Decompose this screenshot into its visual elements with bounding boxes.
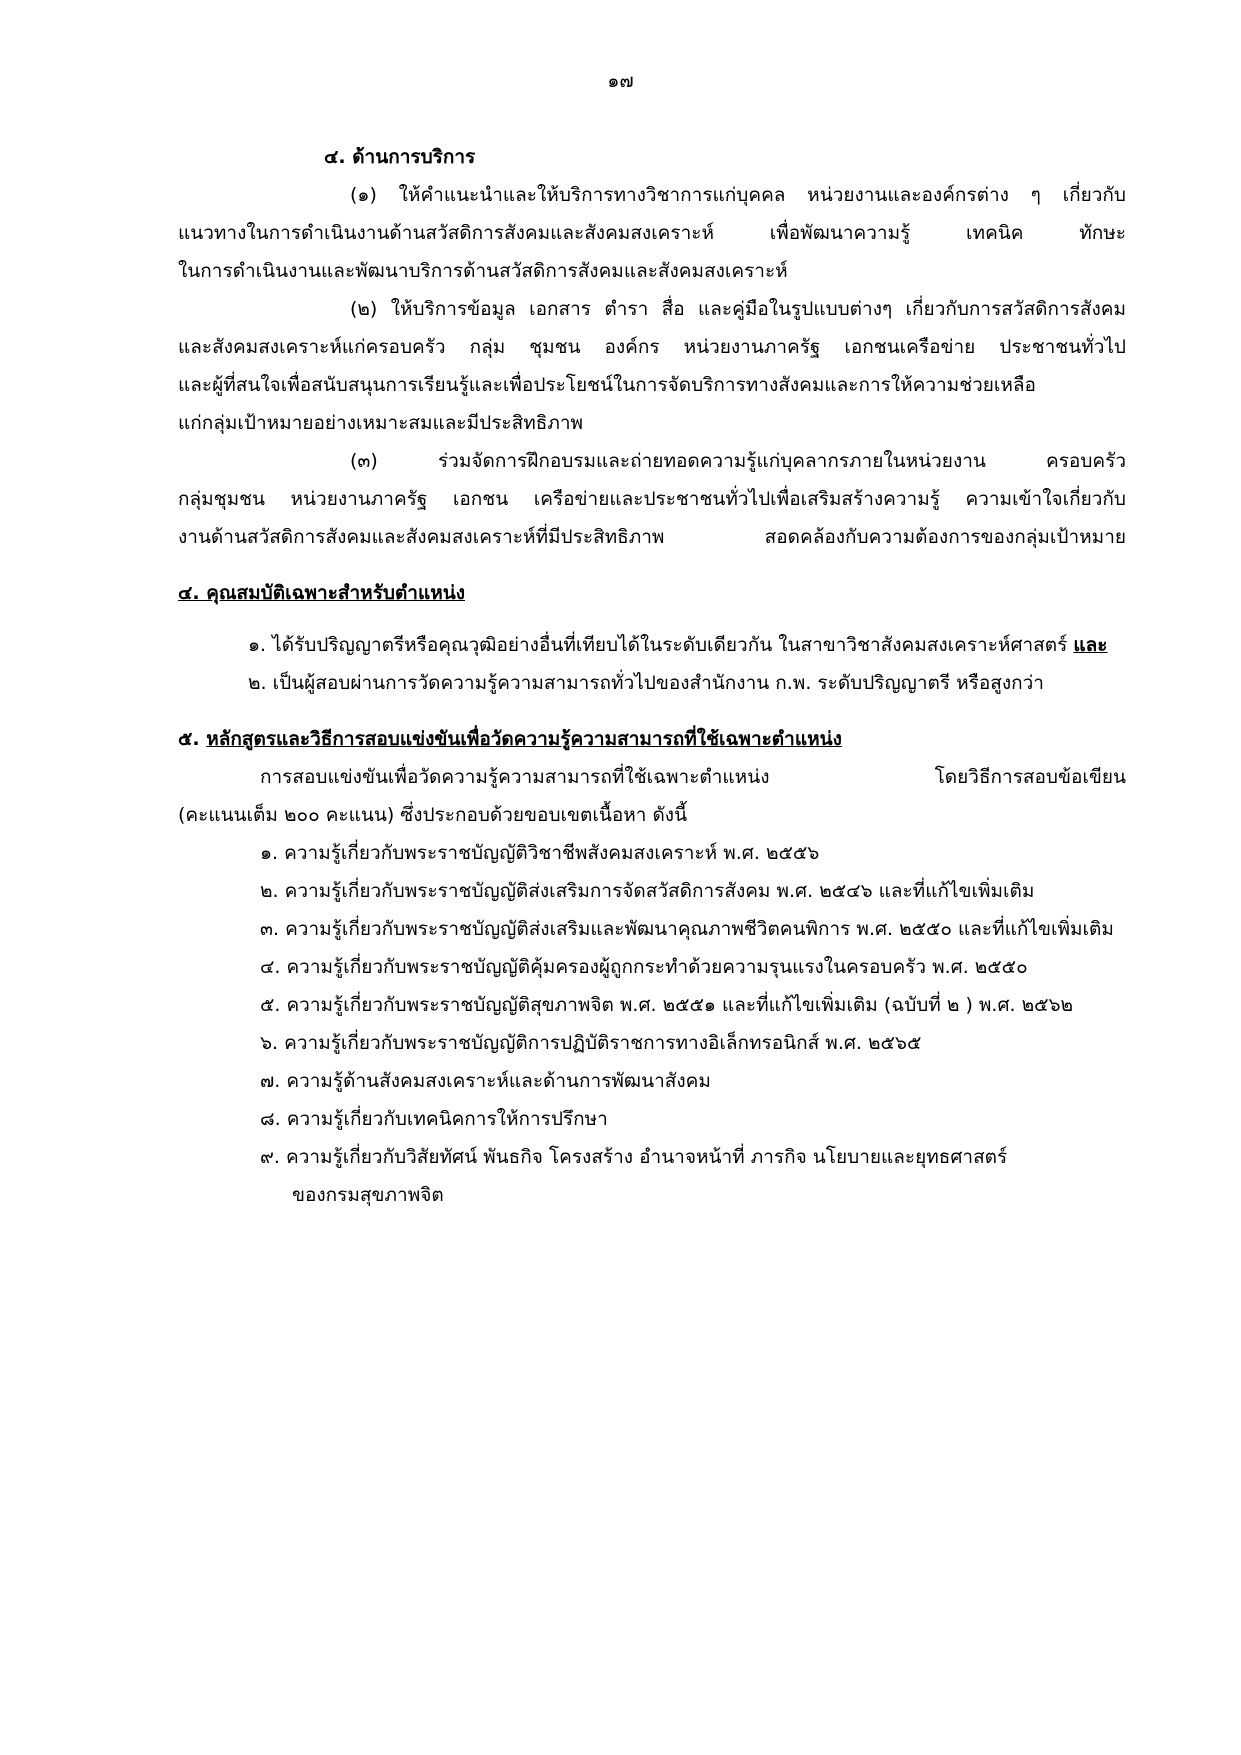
qualification-item-1 xyxy=(178,626,1126,664)
paragraph-line: และสังคมสงเคราะห์แก่ครอบครัว กลุ่ม ชุมชน องค์กร หน่วยงานภาครัฐ เอกชนเครือข่าย ประชาชนทั่วไป xyxy=(178,336,1126,358)
list-item: ๖. ความรู้เกี่ยวกับพระราชบัญญัติการปฏิบัติราชการทางอิเล็กทรอนิกส์ พ.ศ. ๒๕๖๕ xyxy=(260,1032,922,1054)
qualification-item-1-and: และ xyxy=(1073,634,1108,656)
curriculum-intro-line-2: (คะแนนเต็ม ๒๐๐ คะแนน) ซึ่งประกอบด้วยขอบเขตเนื้อหา ดังนี้ xyxy=(178,804,688,826)
list-item: ๕. ความรู้เกี่ยวกับพระราชบัญญัติสุขภาพจิต พ.ศ. ๒๕๕๑ และที่แก้ไขเพิ่มเติม (ฉบับที่ ๒ ) พ.ศ. ๒๕๖๒ xyxy=(260,994,1074,1016)
paragraph-line: แก่กลุ่มเป้าหมายอย่างเหมาะสมและมีประสิทธิภาพ xyxy=(178,412,584,434)
service-heading: ๔. ด้านการบริการ xyxy=(324,146,476,168)
list-item: ๗. ความรู้ด้านสังคมสงเคราะห์และด้านการพัฒนาสังคม xyxy=(260,1070,711,1092)
paragraph-line: งานด้านสวัสดิการสังคมและสังคมสงเคราะห์ที่มีประสิทธิภาพ สอดคล้องกับความต้องการของกลุ่มเป้าหมาย xyxy=(178,526,1126,548)
paragraph-line: กลุ่มชุมชน หน่วยงานภาครัฐ เอกชน เครือข่ายและประชาชนทั่วไปเพื่อเสริมสร้างความรู้ ความเข้าใจเกี่ยวกับ xyxy=(178,488,1126,510)
list-item: ๔. ความรู้เกี่ยวกับพระราชบัญญัติคุ้มครองผู้ถูกกระทำด้วยความรุนแรงในครอบครัว พ.ศ. ๒๕๕๐ xyxy=(260,956,1028,978)
list-item: ๙. ความรู้เกี่ยวกับวิสัยทัศน์ พันธกิจ โครงสร้าง อำนาจหน้าที่ ภารกิจ นโยบายและยุทธศาสตร์ xyxy=(260,1146,1008,1168)
qualification-item-2: ๒. เป็นผู้สอบผ่านการวัดความรู้ความสามารถทั่วไปของสำนักงาน ก.พ. ระดับปริญญาตรี หรือสูงกว่า xyxy=(248,672,1044,694)
paragraph-line: และผู้ที่สนใจเพื่อสนับสนุนการเรียนรู้และเพื่อประโยชน์ในการจัดบริการทางสังคมและการให้ความช่วยเหลือ xyxy=(178,374,1036,396)
page-number: ๑๗ xyxy=(607,70,634,92)
qualifications-heading: ๔. คุณสมบัติเฉพาะสำหรับตำแหน่ง xyxy=(178,582,466,604)
service-item-1 xyxy=(178,176,1126,290)
list-item: ๓. ความรู้เกี่ยวกับพระราชบัญญัติส่งเสริมและพัฒนาคุณภาพชีวิตคนพิการ พ.ศ. ๒๕๕๐ และที่แก้ไขเพิ่มเติม xyxy=(260,918,1114,940)
list-item: ๒. ความรู้เกี่ยวกับพระราชบัญญัติส่งเสริมการจัดสวัสดิการสังคม พ.ศ. ๒๕๔๖ และที่แก้ไขเพิ่มเติม xyxy=(260,880,1035,902)
curriculum-heading-text: หลักสูตรและวิธีการสอบแข่งขันเพื่อวัดความรู้ความสามารถที่ใช้เฉพาะตำแหน่ง xyxy=(206,728,842,750)
paragraph-line: (๒) ให้บริการข้อมูล เอกสาร ตำรา สื่อ และคู่มือในรูปแบบต่างๆ เกี่ยวกับการสวัสดิการสังคม xyxy=(350,298,1126,320)
document-body xyxy=(178,138,1126,1214)
list-item: ๑. ความรู้เกี่ยวกับพระราชบัญญัติวิชาชีพสังคมสงเคราะห์ พ.ศ. ๒๕๕๖ xyxy=(260,842,820,864)
curriculum-topic-list xyxy=(178,834,1126,1214)
paragraph-line: (๑) ให้คำแนะนำและให้บริการทางวิชาการแก่บุคคล หน่วยงานและองค์กรต่าง ๆ เกี่ยวกับ xyxy=(350,184,1126,206)
list-item-continuation: ของกรมสุขภาพจิต xyxy=(292,1184,444,1206)
qualification-item-1-text: ๑. ได้รับปริญญาตรีหรือคุณวุฒิอย่างอื่นที่เทียบได้ในระดับเดียวกัน ในสาขาวิชาสังคมสงเคราะห์ศาสตร์ xyxy=(248,634,1074,656)
paragraph-line: (๓) ร่วมจัดการฝึกอบรมและถ่ายทอดความรู้แก่บุคลากรภายในหน่วยงาน ครอบครัว xyxy=(350,450,1126,472)
curriculum-heading xyxy=(178,720,1126,758)
list-item: ๘. ความรู้เกี่ยวกับเทคนิคการให้การปรึกษา xyxy=(260,1108,608,1130)
paragraph-line: ในการดำเนินงานและพัฒนาบริการด้านสวัสดิการสังคมและสังคมสงเคราะห์ xyxy=(178,260,788,282)
curriculum-heading-num: ๕. xyxy=(178,728,207,750)
paragraph-line: แนวทางในการดำเนินงานด้านสวัสดิการสังคมและสังคมสงเคราะห์ เพื่อพัฒนาความรู้ เทคนิค ทักษะ xyxy=(178,222,1126,244)
service-item-3 xyxy=(178,442,1126,556)
curriculum-intro-line-1: การสอบแข่งขันเพื่อวัดความรู้ความสามารถที่ใช้เฉพาะตำแหน่ง โดยวิธีการสอบข้อเขียน xyxy=(260,766,1126,788)
service-item-2 xyxy=(178,290,1126,442)
